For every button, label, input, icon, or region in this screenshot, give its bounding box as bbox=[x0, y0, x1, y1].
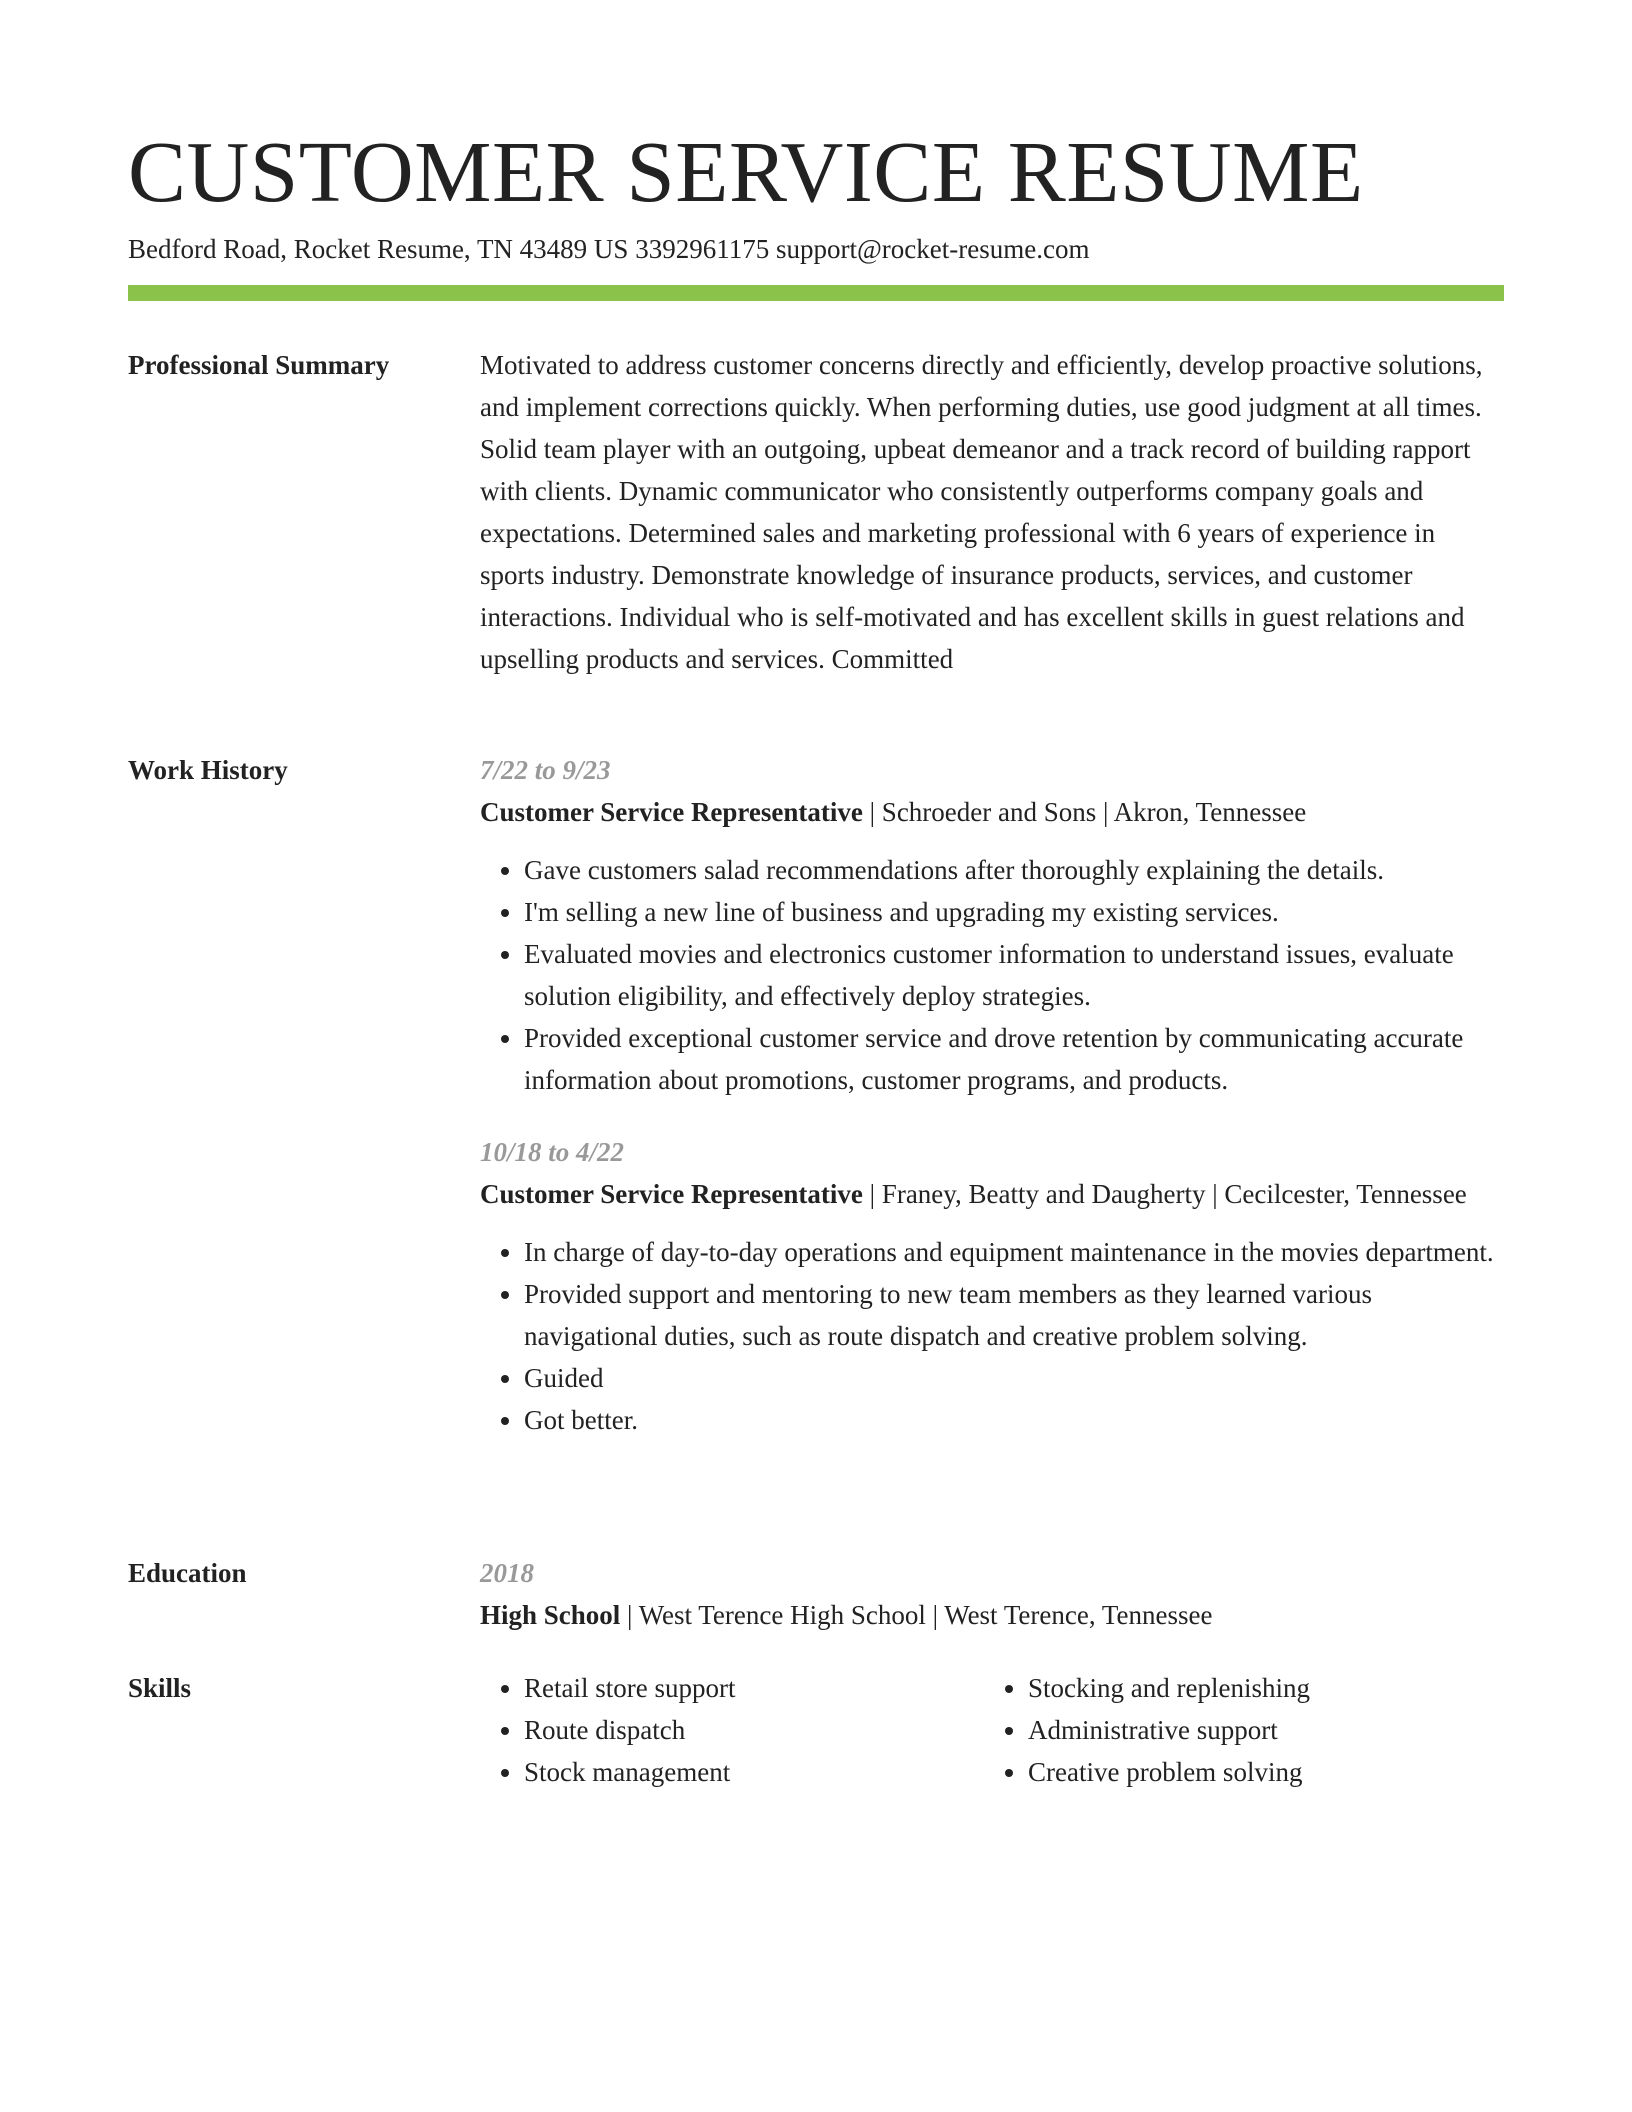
contact-info: Bedford Road, Rocket Resume, TN 43489 US 3392961175 support@rocket-resume.com bbox=[128, 234, 1090, 264]
job-role: Customer Service Representative bbox=[480, 1179, 863, 1209]
skills-heading: Skills bbox=[128, 1673, 192, 1703]
job-entry bbox=[480, 749, 1504, 1101]
job-dates: 7/22 to 9/23 bbox=[480, 755, 611, 785]
education-dates: 2018 bbox=[480, 1558, 534, 1588]
summary-heading: Professional Summary bbox=[128, 350, 390, 380]
list-item: • In charge of day-to-day operations and equipment maintenance in the movies department. bbox=[524, 1231, 1504, 1273]
job-entry bbox=[480, 1131, 1504, 1441]
list-item: • Creative problem solving bbox=[1028, 1751, 1488, 1793]
list-item: • Gave customers salad recommendations after thoroughly explaining the details. bbox=[524, 849, 1504, 891]
job-employer: | Schroeder and Sons | Akron, Tennessee bbox=[862, 797, 1307, 827]
skills-column-left bbox=[480, 1667, 984, 1793]
job-dates: 10/18 to 4/22 bbox=[480, 1137, 625, 1167]
job-employer: | Franey, Beatty and Daugherty | Cecilcester, Tennessee bbox=[862, 1179, 1467, 1209]
list-item: • Stocking and replenishing bbox=[1028, 1667, 1488, 1709]
resume-title: CUSTOMER SERVICE RESUME bbox=[128, 123, 1364, 220]
list-item: • Provided exceptional customer service and drove retention by communicating accurate information about promotions, customer programs, and products. bbox=[524, 1017, 1504, 1101]
work-history-heading: Work History bbox=[128, 755, 288, 785]
skills-list bbox=[480, 1667, 984, 1793]
job-title-line bbox=[480, 791, 1504, 833]
skills-column-right bbox=[984, 1667, 1488, 1793]
job-role: Customer Service Representative bbox=[480, 797, 863, 827]
list-item: • Provided support and mentoring to new team members as they learned various navigational duties, such as route dispatch and creative problem solving. bbox=[524, 1273, 1504, 1357]
list-item: • Administrative support bbox=[1028, 1709, 1488, 1751]
skills-body bbox=[480, 1667, 1504, 1793]
job-title-line bbox=[480, 1173, 1504, 1215]
skills-list bbox=[984, 1667, 1488, 1793]
summary-body bbox=[480, 344, 1504, 680]
education-school: | West Terence High School | West Terence, Tennessee bbox=[620, 1600, 1213, 1630]
header-divider bbox=[128, 285, 1504, 301]
list-item: • Retail store support bbox=[524, 1667, 984, 1709]
list-item: • Evaluated movies and electronics customer information to understand issues, evaluate solution eligibility, and effectively deploy strategies. bbox=[524, 933, 1504, 1017]
work-history-body bbox=[480, 749, 1504, 1441]
education-body bbox=[480, 1552, 1504, 1636]
list-item: • Guided bbox=[524, 1357, 1504, 1399]
job-bullets bbox=[480, 1231, 1504, 1441]
education-line bbox=[480, 1594, 1504, 1636]
skills-grid bbox=[480, 1667, 1504, 1793]
list-item: • Got better. bbox=[524, 1399, 1504, 1441]
summary-text: Motivated to address customer concerns directly and efficiently, develop proactive solutions, and implement corrections quickly. When performing duties, use good judgment at all times. Solid team player with an outgoing, upbeat demeanor and a track record of building rapport with clients. Dynamic communicator who consistently outperforms company goals and expectations. Determined sales and marketing professional with 6 years of experience in sports industry. Demonstrate knowledge of insurance products, services, and customer interactions. Individual who is self-motivated and has excellent skills in guest relations and upselling products and services. Committed bbox=[480, 350, 1483, 674]
education-degree: High School bbox=[480, 1600, 621, 1630]
list-item: • Stock management bbox=[524, 1751, 984, 1793]
list-item: • I'm selling a new line of business and upgrading my existing services. bbox=[524, 891, 1504, 933]
education-heading: Education bbox=[128, 1558, 247, 1588]
job-bullets bbox=[480, 849, 1504, 1101]
list-item: • Route dispatch bbox=[524, 1709, 984, 1751]
